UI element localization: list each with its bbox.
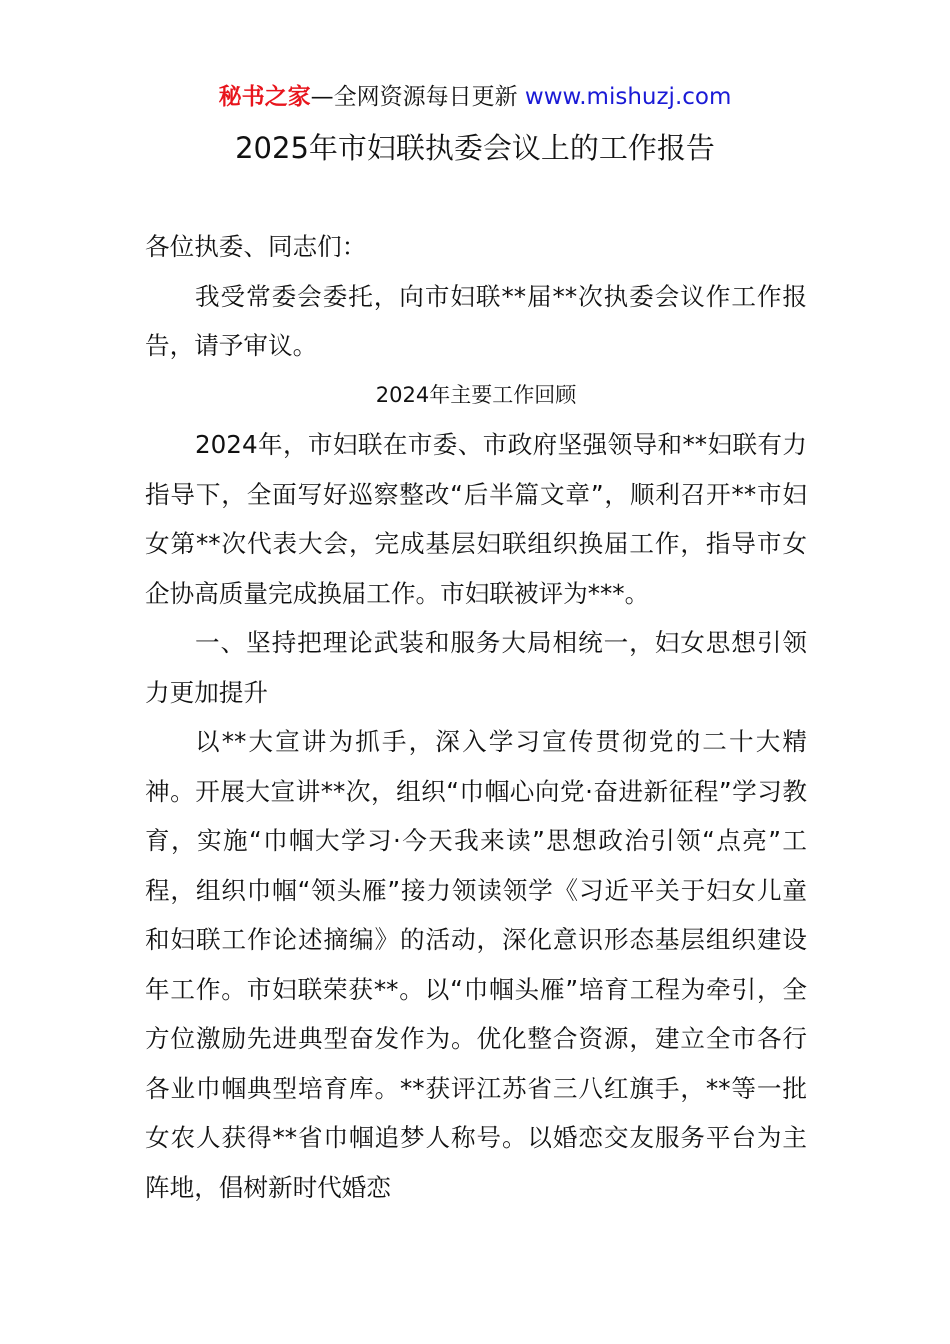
- section-title: 2024年主要工作回顾: [375, 382, 577, 407]
- site-url-link[interactable]: www.mishuzj.com: [524, 84, 732, 110]
- salutation: 各位执委、同志们：: [145, 232, 367, 261]
- paragraph-1: 以**大宣讲为抓手，深入学习宣传贯彻党的二十大精神。开展大宣讲**次，组织“巾帼心向党·奋进新征程”学习教育，实施“巾帼大学习·今天我来读”思想政治引领“点亮”工程，组织巾帼“领头雁”接力领读领学《习近平关于妇女儿童和妇联工作论述摘编》的活动，深化意识形态基层组织建设年工作。市妇联荣获**。以“巾帼头雁”培育工程为牵引，全方位激励先进典型奋发作为。优化整合资源，建立全市各行各业巾帼典型培育库。**获评江苏省三八红旗手，**等一批女农人获得**省巾帼追梦人称号。以婚恋交友服务平台为主阵地，倡树新时代婚恋: [145, 727, 807, 1202]
- site-header: [0, 80, 950, 114]
- summary-paragraph: 2024年，市妇联在市委、市政府坚强领导和**妇联有力指导下，全面写好巡察整改“后半篇文章”，顺利召开**市妇女第**次代表大会，完成基层妇联组织换届工作，指导市女企协高质量完成换届工作。市妇联被评为***。: [145, 430, 807, 608]
- document-title: 2025年市妇联执委会议上的工作报告: [235, 131, 715, 165]
- opening-paragraph: 我受常委会委托，向市妇联**届**次执委会议作工作报告，请予审议。: [145, 281, 807, 360]
- document-body: [145, 222, 807, 1212]
- header-tagline: —全网资源每日更新: [310, 84, 518, 110]
- brand-name: 秘书之家: [218, 84, 311, 110]
- section-heading-1: 一、坚持把理论武装和服务大局相统一，妇女思想引领力更加提升: [145, 628, 807, 707]
